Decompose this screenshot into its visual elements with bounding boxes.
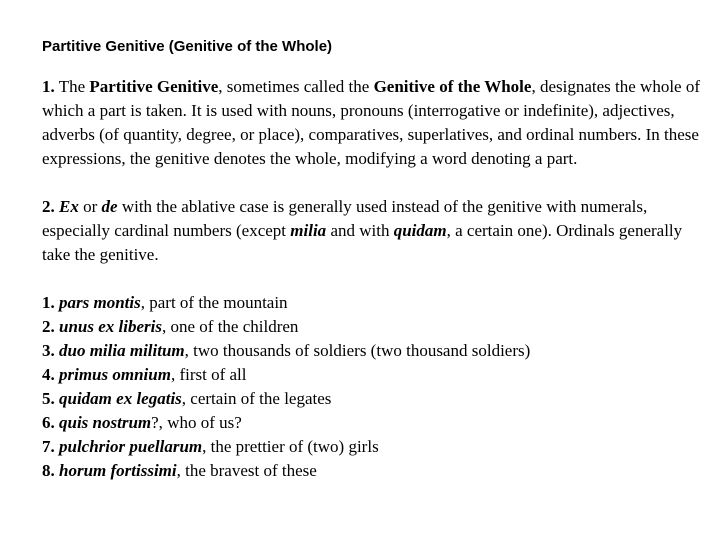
example-list [42,291,714,483]
latin-word-quidam: quidam [393,221,447,240]
list-item [42,387,714,411]
item-separator: , [181,389,187,408]
text-run: , designates the whole of which a part is taken. It is used with nouns, pronouns (interrogative or indefinite), adjectives, adverbs (of quantity, degree, or place), comparatives, superlatives, and ordinal numbers. In these expressions, the genitive denotes the whole, modifying a word denoting a part. [42,77,700,168]
item-number: 3. [42,341,55,360]
text-run: with the ablative case is generally used instead of the genitive with numerals, especially cardinal numbers (except [42,197,648,240]
english-gloss: two thousands of soldiers (two thousand soldiers) [188,341,531,360]
latin-word-ex: Ex [59,197,79,216]
latin-phrase: unus ex liberis [59,317,162,336]
english-gloss: part of the mountain [144,293,288,312]
text-run: or [78,197,102,216]
latin-phrase: pulchrior puellarum [59,437,203,456]
item-separator: , [202,437,207,456]
list-item [42,339,714,363]
item-number: 7. [42,437,55,456]
list-item [42,459,714,483]
latin-word-milia: milia [290,221,327,240]
paragraph-partitive-genitive [42,75,714,171]
term-genitive-of-whole: Genitive of the Whole [373,77,532,96]
text-run: , a certain one). Ordinals generally take the genitive. [42,221,683,264]
paragraph-ex-de-ablative [42,195,714,267]
english-gloss: the bravest of these [180,461,317,480]
list-item [42,435,714,459]
item-number: 8. [42,461,55,480]
english-gloss: first of all [175,365,247,384]
paragraph-number: 1. [42,77,55,96]
latin-word-de: de [101,197,118,216]
item-separator: , [170,365,176,384]
item-separator: , [184,341,189,360]
list-item [42,291,714,315]
item-separator: , [161,317,167,336]
item-number: 1. [42,293,55,312]
text-run: , sometimes called the [218,77,374,96]
item-separator: , [140,293,145,312]
item-separator: , [176,461,181,480]
english-gloss: who of us? [162,413,242,432]
item-number: 4. [42,365,55,384]
latin-phrase: duo milia militum [59,341,185,360]
item-number: 6. [42,413,55,432]
item-number: 2. [42,317,55,336]
english-gloss: certain of the legates [186,389,332,408]
page-title: Partitive Genitive (Genitive of the Whole) [42,38,333,55]
item-number: 5. [42,389,55,408]
document-page [42,36,714,483]
latin-phrase: pars montis [59,293,141,312]
latin-phrase: horum fortissimi [59,461,177,480]
english-gloss: one of the children [166,317,299,336]
paragraph-number: 2. [42,197,55,216]
list-item [42,315,714,339]
latin-phrase: primus omnium [59,365,171,384]
latin-phrase: quis nostrum [59,413,152,432]
item-separator: ?, [151,413,163,432]
english-gloss: the prettier of (two) girls [206,437,379,456]
term-partitive-genitive: Partitive Genitive [89,77,219,96]
text-run: The [54,77,90,96]
list-item [42,411,714,435]
text-run: and with [326,221,394,240]
list-item [42,363,714,387]
latin-phrase: quidam ex legatis [59,389,182,408]
